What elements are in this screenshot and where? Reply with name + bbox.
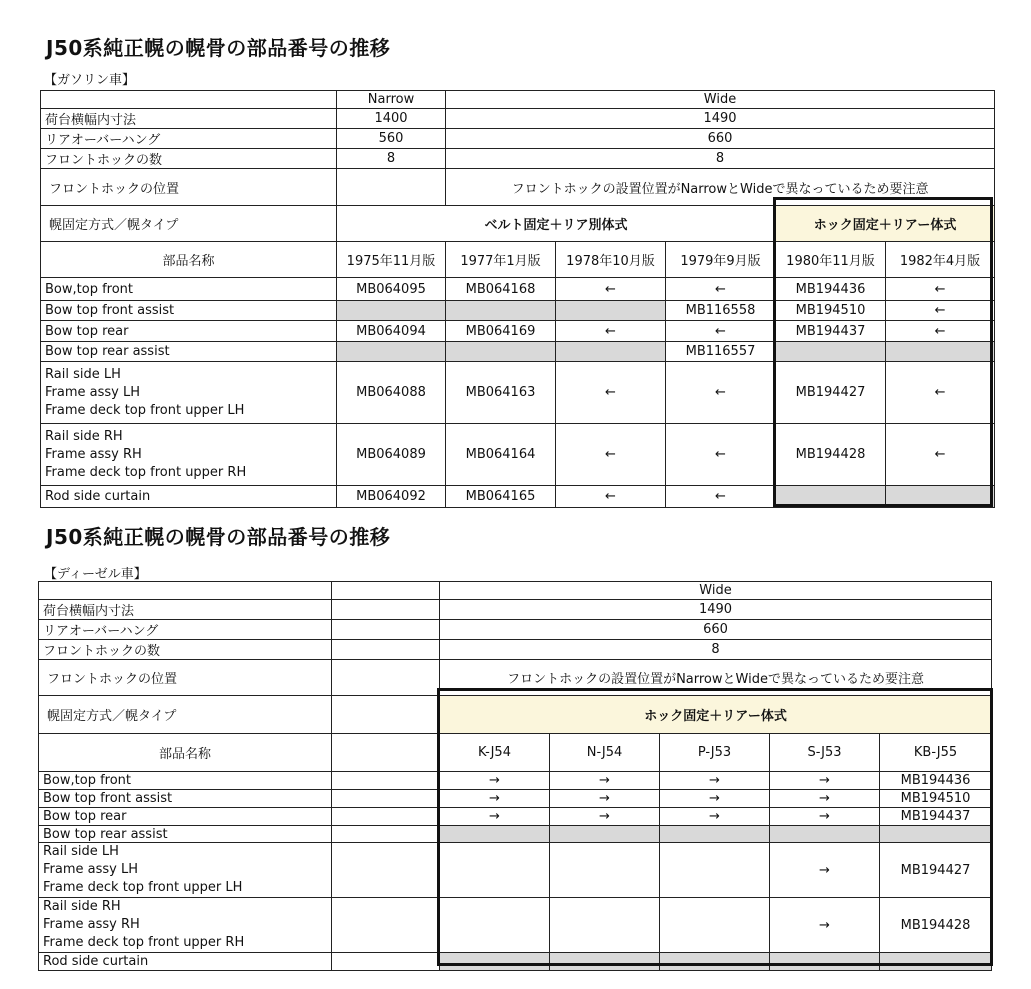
part-number: ← (556, 278, 666, 301)
part-number: MB064168 (446, 278, 556, 301)
part-number (446, 342, 556, 362)
section1-title: J50系純正幌の幌骨の部品番号の推移 (46, 36, 391, 60)
part-number: MB064163 (446, 362, 556, 424)
part-number (886, 342, 995, 362)
front-hook-narrow (337, 169, 446, 206)
front-hook-blank (332, 660, 440, 696)
part-number: ← (666, 486, 776, 508)
model-header: P-J53 (660, 734, 770, 772)
part-name-line: Frame deck top front upper RH (45, 464, 247, 480)
part-number: MB064095 (337, 278, 446, 301)
part-number: → (440, 790, 550, 808)
part-number: MB194427 (880, 843, 992, 898)
part-blank (332, 826, 440, 843)
info-wide: 660 (440, 620, 992, 640)
part-number: MB194428 (776, 424, 886, 486)
part-number: → (770, 772, 880, 790)
info-label: リアオーバーハング (39, 620, 332, 640)
part-number: MB194437 (880, 808, 992, 826)
edition-header: 1980年11月版 (776, 242, 886, 278)
part-name-line: Rail side LH (45, 366, 121, 382)
edition-header: 1977年1月版 (446, 242, 556, 278)
header-blank (41, 91, 337, 109)
part-number (440, 953, 550, 971)
part-number: MB064088 (337, 362, 446, 424)
part-name: Bow top rear (39, 808, 332, 826)
part-blank (332, 898, 440, 953)
part-number: → (440, 772, 550, 790)
part-number (446, 301, 556, 321)
part-number: ← (666, 424, 776, 486)
section1-subtitle: 【ガソリン車】 (44, 73, 136, 88)
part-name-multiline (39, 843, 332, 898)
part-name-line: Frame deck top front upper LH (45, 402, 245, 418)
part-number: ← (886, 321, 995, 342)
part-number: → (770, 898, 880, 953)
info-wide: 8 (440, 640, 992, 660)
part-number: ← (556, 486, 666, 508)
part-number: ← (886, 362, 995, 424)
part-number: ← (666, 362, 776, 424)
part-number (440, 826, 550, 843)
part-number: MB064089 (337, 424, 446, 486)
part-number: MB194436 (880, 772, 992, 790)
part-blank (332, 953, 440, 971)
type-hook: ホック固定＋リアー体式 (440, 696, 992, 734)
model-header: S-J53 (770, 734, 880, 772)
edition-header: 1978年10月版 (556, 242, 666, 278)
part-number: → (660, 790, 770, 808)
part-name-line: Rail side RH (45, 428, 123, 444)
part-number: MB064092 (337, 486, 446, 508)
part-number (337, 301, 446, 321)
part-number (886, 486, 995, 508)
part-name: Bow top front assist (41, 301, 337, 321)
part-name-line: Frame deck top front upper RH (43, 935, 245, 950)
parts-header: 部品名称 (41, 242, 337, 278)
part-number (660, 953, 770, 971)
type-label: 幌固定方式／幌タイプ (39, 696, 332, 734)
part-number: MB064165 (446, 486, 556, 508)
front-hook-label: フロントホックの位置 (39, 660, 332, 696)
part-number: → (550, 808, 660, 826)
header-blank (332, 582, 440, 600)
part-name-line: Frame assy LH (45, 384, 140, 400)
header-blank (332, 734, 440, 772)
part-name: Bow top rear (41, 321, 337, 342)
part-name: Bow top rear assist (39, 826, 332, 843)
part-number: MB064169 (446, 321, 556, 342)
model-header: KB-J55 (880, 734, 992, 772)
part-number: MB064164 (446, 424, 556, 486)
part-name-line: Frame assy RH (43, 917, 140, 932)
type-blank (332, 696, 440, 734)
col-wide: Wide (440, 582, 992, 600)
part-number (440, 843, 550, 898)
part-name-line: Frame assy RH (45, 446, 142, 462)
part-number (337, 342, 446, 362)
info-wide: 8 (446, 149, 995, 169)
part-number: ← (666, 278, 776, 301)
edition-header: 1982年4月版 (886, 242, 995, 278)
info-wide: 1490 (440, 600, 992, 620)
diesel-parts-table (38, 581, 992, 971)
part-number: → (770, 843, 880, 898)
part-number: MB194437 (776, 321, 886, 342)
part-name-multiline (41, 424, 337, 486)
front-hook-note: フロントホックの設置位置がNarrowとWideで異なっているため要注意 (440, 660, 992, 696)
part-name: Bow,top front (41, 278, 337, 301)
part-number (770, 953, 880, 971)
info-blank (332, 600, 440, 620)
part-name-multiline (39, 898, 332, 953)
info-blank (332, 620, 440, 640)
info-label: フロントホックの数 (41, 149, 337, 169)
part-number: → (770, 808, 880, 826)
part-number: → (660, 808, 770, 826)
part-name: Bow top front assist (39, 790, 332, 808)
part-name-line: Rail side LH (43, 844, 119, 859)
part-name-line: Frame deck top front upper LH (43, 880, 243, 895)
part-number (660, 826, 770, 843)
type-hook: ホック固定＋リアー体式 (776, 206, 995, 242)
part-number: → (440, 808, 550, 826)
section2-title: J50系純正幌の幌骨の部品番号の推移 (46, 525, 391, 549)
part-number (776, 486, 886, 508)
part-number: MB116557 (666, 342, 776, 362)
part-number: ← (666, 321, 776, 342)
part-number (556, 342, 666, 362)
info-narrow: 8 (337, 149, 446, 169)
part-blank (332, 772, 440, 790)
part-name-multiline (41, 362, 337, 424)
part-name-line: Frame assy LH (43, 862, 138, 877)
edition-header: 1979年9月版 (666, 242, 776, 278)
type-belt: ベルト固定＋リア別体式 (337, 206, 776, 242)
col-narrow: Narrow (337, 91, 446, 109)
part-number: MB064094 (337, 321, 446, 342)
type-label: 幌固定方式／幌タイプ (41, 206, 337, 242)
part-number: MB194427 (776, 362, 886, 424)
part-number (660, 898, 770, 953)
col-wide: Wide (446, 91, 995, 109)
info-label: リアオーバーハング (41, 129, 337, 149)
part-number (880, 826, 992, 843)
info-label: フロントホックの数 (39, 640, 332, 660)
part-number: ← (556, 362, 666, 424)
part-number: → (550, 790, 660, 808)
part-number: MB194428 (880, 898, 992, 953)
part-blank (332, 808, 440, 826)
section2-subtitle: 【ディーゼル車】 (44, 567, 147, 582)
part-number: MB116558 (666, 301, 776, 321)
part-number (776, 342, 886, 362)
info-narrow: 1400 (337, 109, 446, 129)
part-name: Rod side curtain (39, 953, 332, 971)
part-number: ← (556, 424, 666, 486)
info-blank (332, 640, 440, 660)
front-hook-note: フロントホックの設置位置がNarrowとWideで異なっているため要注意 (446, 169, 995, 206)
part-name: Bow top rear assist (41, 342, 337, 362)
model-header: K-J54 (440, 734, 550, 772)
info-wide: 660 (446, 129, 995, 149)
front-hook-label: フロントホックの位置 (41, 169, 337, 206)
part-number: ← (886, 278, 995, 301)
model-header: N-J54 (550, 734, 660, 772)
parts-header: 部品名称 (39, 734, 332, 772)
part-number (550, 953, 660, 971)
part-number (880, 953, 992, 971)
part-number (550, 898, 660, 953)
gasoline-parts-table (40, 90, 995, 508)
part-number: MB194510 (880, 790, 992, 808)
info-narrow: 560 (337, 129, 446, 149)
part-number: ← (886, 424, 995, 486)
part-blank (332, 843, 440, 898)
info-label: 荷台横幅内寸法 (41, 109, 337, 129)
part-number (440, 898, 550, 953)
info-wide: 1490 (446, 109, 995, 129)
part-number (660, 843, 770, 898)
part-number: ← (556, 321, 666, 342)
edition-header: 1975年11月版 (337, 242, 446, 278)
part-number: MB194436 (776, 278, 886, 301)
part-name: Rod side curtain (41, 486, 337, 508)
part-blank (332, 790, 440, 808)
part-number: → (770, 790, 880, 808)
part-number: → (550, 772, 660, 790)
part-number (556, 301, 666, 321)
part-number: ← (886, 301, 995, 321)
info-label: 荷台横幅内寸法 (39, 600, 332, 620)
part-name-line: Rail side RH (43, 899, 121, 914)
part-number (550, 826, 660, 843)
part-number: → (660, 772, 770, 790)
part-number (550, 843, 660, 898)
header-blank (39, 582, 332, 600)
part-number: MB194510 (776, 301, 886, 321)
part-name: Bow,top front (39, 772, 332, 790)
part-number (770, 826, 880, 843)
